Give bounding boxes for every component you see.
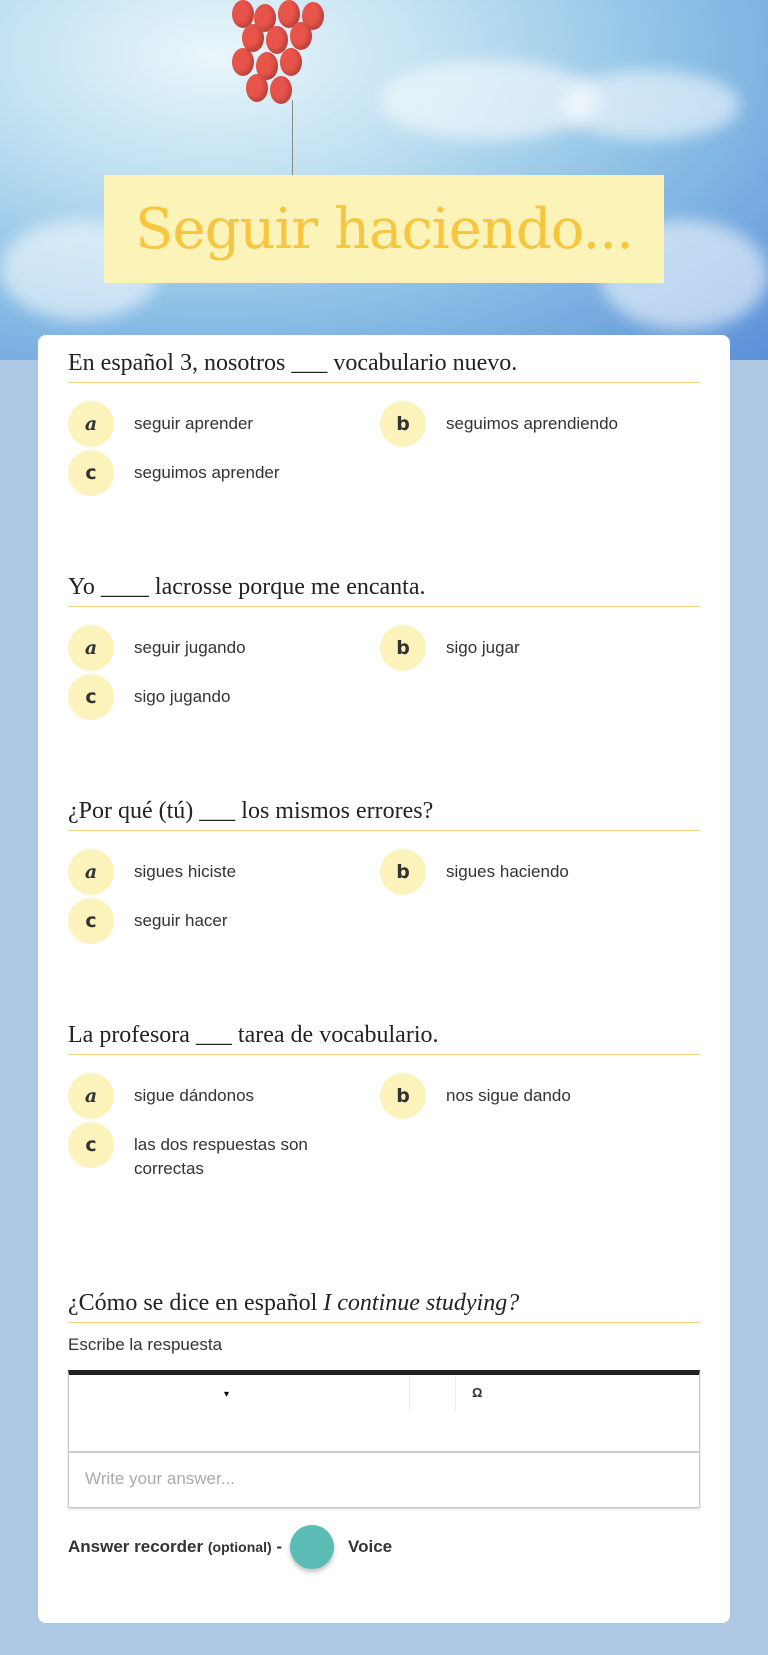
option-text: las dos respuestas son correctas bbox=[134, 1135, 308, 1178]
option-a[interactable] bbox=[68, 849, 344, 895]
option-text: sigo jugando bbox=[134, 687, 231, 706]
option-letter-badge: a bbox=[68, 1073, 114, 1119]
option-text: sigues haciendo bbox=[446, 862, 569, 881]
option-letter-badge: a bbox=[68, 849, 114, 895]
option-letter-badge: a bbox=[68, 625, 114, 671]
option-letter-badge: b bbox=[380, 849, 426, 895]
answer-recorder: Answer recorder (optional) - Voice bbox=[68, 1525, 392, 1569]
option-text: seguir jugando bbox=[134, 638, 246, 657]
recorder-optional: (optional) bbox=[207, 1539, 272, 1555]
open-question bbox=[68, 1283, 700, 1355]
option-letter-badge: b bbox=[380, 625, 426, 671]
question-text: La profesora ___ tarea de vocabulario. bbox=[68, 1015, 700, 1055]
question-text: En español 3, nosotros ___ vocabulario nuevo. bbox=[68, 343, 700, 383]
option-text: seguir hacer bbox=[134, 911, 228, 930]
quiz-card bbox=[38, 335, 730, 1623]
option-b[interactable] bbox=[380, 1073, 656, 1119]
option-b[interactable] bbox=[380, 849, 656, 895]
option-text: seguimos aprendiendo bbox=[446, 414, 619, 433]
option-letter-badge: b bbox=[380, 401, 426, 447]
title-banner bbox=[104, 175, 664, 283]
option-text: sigues hiciste bbox=[134, 862, 237, 881]
balloons-image bbox=[228, 0, 338, 110]
option-b[interactable] bbox=[380, 401, 656, 447]
option-letter-badge: c bbox=[68, 450, 114, 496]
question-2 bbox=[68, 567, 700, 708]
question-text: ¿Por qué (tú) ___ los mismos errores? bbox=[68, 791, 700, 831]
option-c[interactable] bbox=[68, 674, 344, 720]
option-a[interactable] bbox=[68, 625, 344, 671]
question-4 bbox=[68, 1015, 700, 1178]
question-text: Yo ____ lacrosse porque me encanta. bbox=[68, 567, 700, 607]
option-letter-badge: c bbox=[68, 674, 114, 720]
option-text: seguir aprender bbox=[134, 414, 254, 433]
option-letter-badge: c bbox=[68, 1122, 114, 1168]
editor-toolbar bbox=[69, 1375, 699, 1453]
recorder-label: Answer recorder bbox=[68, 1537, 204, 1556]
option-c[interactable] bbox=[68, 1122, 344, 1181]
page-title: Seguir haciendo... bbox=[135, 196, 633, 262]
option-c[interactable] bbox=[68, 450, 344, 496]
option-text: seguimos aprender bbox=[134, 463, 280, 482]
special-characters-button[interactable]: Ω bbox=[472, 1385, 483, 1400]
option-a[interactable] bbox=[68, 401, 344, 447]
option-text: sigue dándonos bbox=[134, 1086, 255, 1105]
option-letter-badge: a bbox=[68, 401, 114, 447]
header-image bbox=[0, 0, 768, 360]
voice-label: Voice bbox=[348, 1537, 393, 1556]
record-button[interactable] bbox=[290, 1525, 334, 1569]
instruction-label: Escribe la respuesta bbox=[68, 1335, 223, 1354]
question-1 bbox=[68, 343, 700, 484]
option-letter-badge: b bbox=[380, 1073, 426, 1119]
option-letter-badge: c bbox=[68, 898, 114, 944]
font-dropdown-caret-icon[interactable]: ▾ bbox=[224, 1389, 230, 1400]
option-a[interactable] bbox=[68, 1073, 344, 1119]
question-3 bbox=[68, 791, 700, 932]
option-c[interactable] bbox=[68, 898, 344, 944]
option-text: nos sigue dando bbox=[446, 1086, 571, 1105]
answer-input[interactable]: Write your answer... bbox=[85, 1469, 235, 1488]
option-b[interactable] bbox=[380, 625, 656, 671]
answer-editor bbox=[68, 1370, 700, 1508]
option-text: sigo jugar bbox=[446, 638, 520, 657]
question-text: ¿Cómo se dice en español I continue studying? bbox=[68, 1283, 700, 1323]
